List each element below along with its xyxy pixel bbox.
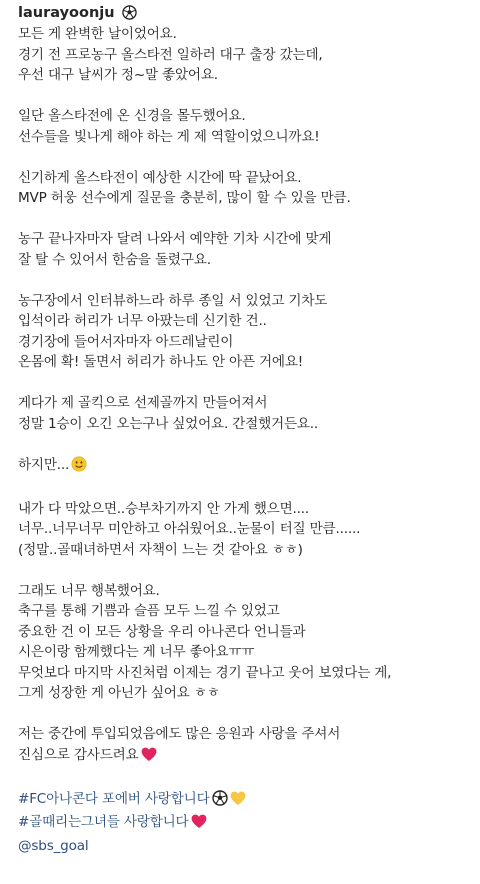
caption-line: 경기장에 들어서자마자 아드레날린이 <box>18 333 234 350</box>
soccer-ball-icon <box>122 5 137 24</box>
caption-line: MVP 허웅 선수에게 질문을 충분히, 많이 할 수 있을 만큼. <box>18 190 351 206</box>
caption-line: 농구장에서 인터뷰하느라 하루 종일 서 있었고 기차도 <box>18 292 328 309</box>
caption-line: 게다가 제 골킥으로 선제골까지 만들어져서 <box>18 395 268 411</box>
caption-line-with-emoji <box>18 745 466 769</box>
caption-line: 그게 성장한 게 아닌가 싶어요 ㅎㅎ <box>18 685 220 701</box>
paragraph-gap <box>18 209 466 230</box>
caption-line: 잘 탈 수 있어서 한숨을 돌렸구요. <box>18 251 211 268</box>
paragraph-gap <box>18 86 466 107</box>
caption-text: 진심으로 감사드려요 <box>18 746 139 763</box>
caption-line: 저는 중간에 투입되었음에도 많은 응원과 사랑을 주셔서 <box>18 726 341 742</box>
caption-line: 내가 다 막았으면..승부차기까지 안 가게 했으면.... <box>18 500 310 517</box>
caption-text: 하지만... <box>18 456 70 473</box>
caption-line: 모든 게 완벽한 날이었어요. <box>18 26 177 42</box>
paragraph-gap <box>18 704 466 725</box>
paragraph-gap <box>18 478 466 499</box>
mention-link[interactable]: @sbs_goal <box>18 837 89 854</box>
hashtag-link[interactable]: #골때리는그녀들 사랑합니다 <box>18 814 189 830</box>
caption-line: 입석이라 허리가 너무 아팠는데 신기한 건.. <box>18 313 267 329</box>
caption-line: 그래도 너무 행복했어요. <box>18 582 160 599</box>
paragraph-gap <box>18 560 466 581</box>
soccer-ball-icon <box>212 790 228 813</box>
paragraph-gap <box>18 768 466 789</box>
caption-line: 축구를 통해 기쁨과 슬픔 모두 느낄 수 있었고 <box>18 603 280 619</box>
caption-line: 정말 1승이 오긴 오는구나 싶었어요. 간절했거든요.. <box>18 415 319 432</box>
caption-line: 신기하게 올스타전이 예상한 시간에 딱 끝났어요. <box>18 169 302 186</box>
paragraph-gap <box>18 434 466 455</box>
username-link[interactable]: laurayoonju <box>18 5 115 21</box>
paragraph-gap <box>18 270 466 291</box>
caption-line: 우선 대구 날씨가 정~말 좋았어요. <box>18 67 218 83</box>
yellow-heart-icon <box>230 791 246 813</box>
red-heart-icon <box>191 814 207 836</box>
caption-line: 시은이랑 함께했다는 게 너무 좋아요ㅠㅠ <box>18 644 255 660</box>
caption-line: 경기 전 프로농구 올스타전 일하러 대구 출장 갔는데, <box>18 46 323 63</box>
caption-line: (정말..골때녀하면서 자책이 느는 것 같아요 ㅎㅎ) <box>18 541 303 558</box>
caption-line: 농구 끝나자마자 달려 나와서 예약한 기차 시간에 맞게 <box>18 231 332 247</box>
paragraph-gap <box>18 373 466 394</box>
hashtag-line <box>18 812 466 836</box>
caption-line: 무엇보다 마지막 사진처럼 이제는 경기 끝나고 웃어 보였다는 게, <box>18 664 392 681</box>
hashtag-line <box>18 789 466 813</box>
caption-line: 온몸에 확! 돌면서 허리가 하나도 안 아픈 거에요! <box>18 354 304 370</box>
caption-line-with-emoji <box>18 455 466 479</box>
post-header <box>18 2 466 24</box>
red-heart-icon <box>141 747 157 769</box>
caption-line: 중요한 건 이 모든 상황을 우리 아나콘다 언니들과 <box>18 623 306 640</box>
caption-body <box>18 24 466 856</box>
hashtag-link[interactable]: #FC아나콘다 포에버 사랑합니다 <box>18 790 210 807</box>
caption-line: 너무..너무너무 미안하고 아쉬웠어요..눈물이 터질 만큼...... <box>18 521 361 537</box>
paragraph-gap <box>18 147 466 168</box>
mention-line <box>18 836 466 857</box>
caption-line: 선수들을 빛나게 해야 하는 게 제 역할이었으니까요! <box>18 128 320 145</box>
smiley-icon <box>71 456 87 479</box>
caption-line: 일단 올스타전에 온 신경을 몰두했어요. <box>18 108 246 124</box>
